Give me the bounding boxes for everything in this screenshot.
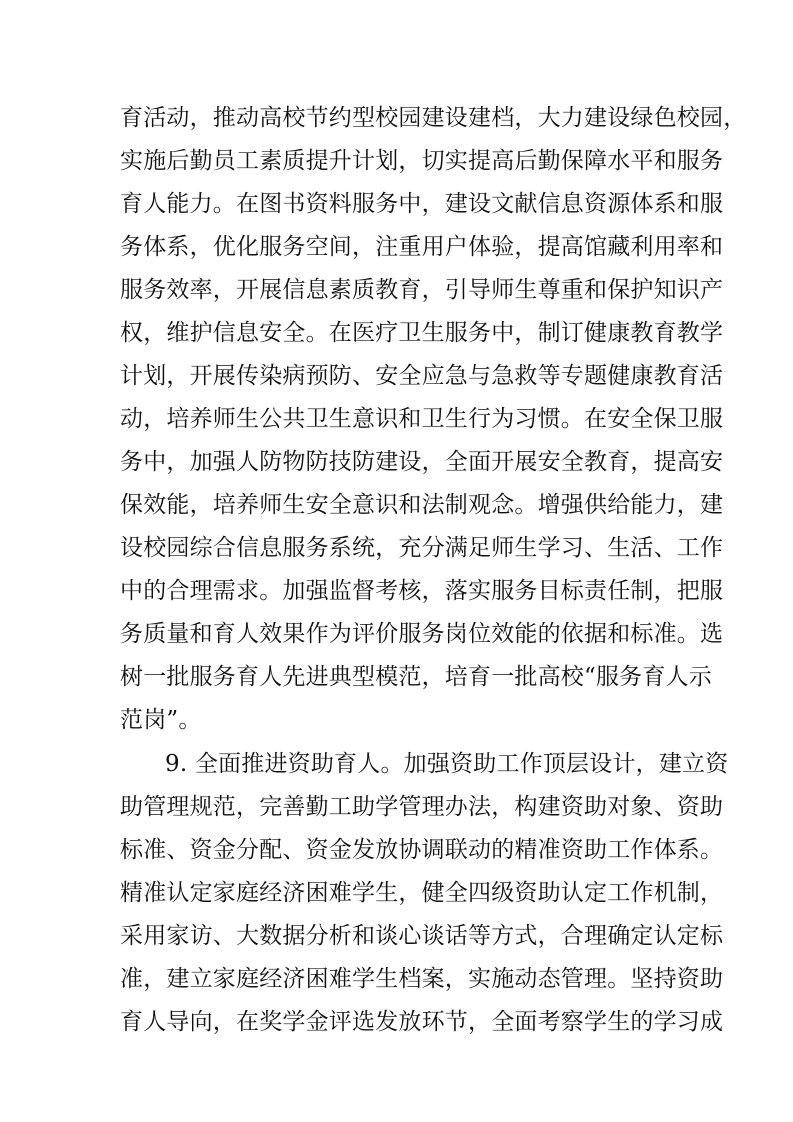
body-text-line: 保效能，培养师生安全意识和法制观念。增强供给能力，建 xyxy=(120,492,724,518)
body-text-line: 务质量和育人效果作为评价服务岗位效能的依据和标准。选 xyxy=(120,621,724,647)
body-text-line: 务体系，优化服务空间，注重用户体验，提高馆藏利用率和 xyxy=(120,234,724,260)
section-9-first-line: 9. 全面推进资助育人。加强资助工作顶层设计，建立资 xyxy=(165,751,729,777)
body-text-line: 标准、资金分配、资金发放协调联动的精准资助工作体系。 xyxy=(120,837,724,863)
body-text-line: 服务效率，开展信息素质教育，引导师生尊重和保护知识产 xyxy=(120,277,724,303)
body-text-line: 育人能力。在图书资料服务中，建设文献信息资源体系和服 xyxy=(120,191,724,217)
body-text-line: 精准认定家庭经济困难学生，健全四级资助认定工作机制， xyxy=(120,880,724,906)
body-text-line: 中的合理需求。加强监督考核，落实服务目标责任制，把服 xyxy=(120,578,724,604)
body-text-line: 动，培养师生公共卫生意识和卫生行为习惯。在安全保卫服 xyxy=(120,406,724,432)
body-text-line: 实施后勤员工素质提升计划，切实提高后勤保障水平和服务 xyxy=(120,148,724,174)
body-text-line: 计划，开展传染病预防、安全应急与急救等专题健康教育活 xyxy=(120,363,724,389)
body-text-line: 树一批服务育人先进典型模范，培育一批高校“服务育人示 xyxy=(120,664,712,690)
body-text-line: 采用家访、大数据分析和谈心谈话等方式，合理确定认定标 xyxy=(120,923,724,949)
body-text-line: 助管理规范，完善勤工助学管理办法，构建资助对象、资助 xyxy=(120,794,724,820)
body-text-line: 准，建立家庭经济困难学生档案，实施动态管理。坚持资助 xyxy=(120,966,724,992)
body-text-line: 育人导向，在奖学金评选发放环节，全面考察学生的学习成 xyxy=(120,1009,724,1035)
body-text-line: 权，维护信息安全。在医疗卫生服务中，制订健康教育教学 xyxy=(120,320,724,346)
paragraph-last-line: 范岗”。 xyxy=(120,707,202,733)
body-text-line: 育活动，推动高校节约型校园建设建档，大力建设绿色校园， xyxy=(120,105,747,131)
body-text-line: 务中，加强人防物防技防建设，全面开展安全教育，提高安 xyxy=(120,449,724,475)
body-text-line: 设校园综合信息服务系统，充分满足师生学习、生活、工作 xyxy=(120,535,724,561)
